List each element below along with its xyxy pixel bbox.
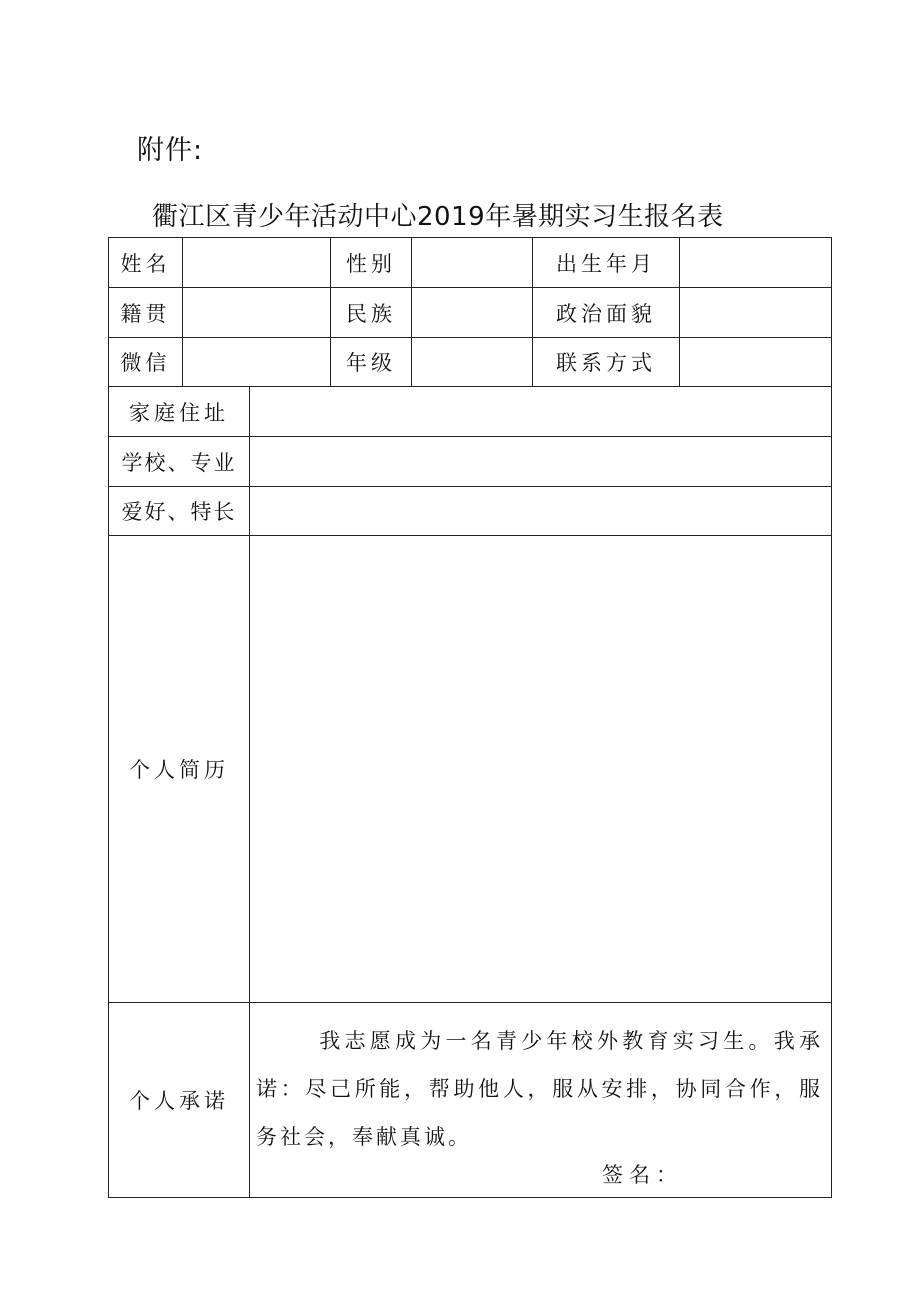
school-major-label: 学校、专业: [109, 437, 250, 487]
pledge-label: 个人承诺: [109, 1003, 250, 1198]
birth-field[interactable]: [680, 238, 832, 288]
political-status-label: 政治面貌: [533, 288, 680, 338]
home-address-field[interactable]: [250, 387, 832, 437]
form-row-1: [109, 238, 832, 288]
political-status-field[interactable]: [680, 288, 832, 338]
gender-field[interactable]: [412, 238, 533, 288]
attachment-label: 附件:: [137, 135, 204, 166]
form-row-hobbies: [109, 487, 832, 536]
wechat-label: 微信: [109, 338, 183, 387]
home-address-label: 家庭住址: [109, 387, 250, 437]
form-row-resume: [109, 536, 832, 1003]
form-row-school: [109, 437, 832, 487]
pledge-cell: [250, 1003, 832, 1198]
signature-label: 签名：: [602, 1163, 683, 1187]
form-row-3: [109, 338, 832, 387]
registration-form-table: [108, 237, 832, 1198]
native-place-field[interactable]: [183, 288, 331, 338]
grade-label: 年级: [331, 338, 412, 387]
pledge-text: 我志愿成为一名青少年校外教育实习生。我承诺：尽己所能，帮助他人，服从安排，协同合作，服务社会，奉献真诚。: [256, 1029, 823, 1149]
wechat-field[interactable]: [183, 338, 331, 387]
school-major-field[interactable]: [250, 437, 832, 487]
form-row-address: [109, 387, 832, 437]
hobbies-label: 爱好、特长: [109, 487, 250, 536]
pledge-text-block: [250, 1003, 831, 1161]
ethnicity-label: 民族: [331, 288, 412, 338]
name-field[interactable]: [183, 238, 331, 288]
form-row-2: [109, 288, 832, 338]
resume-label: 个人简历: [109, 536, 250, 1003]
ethnicity-field[interactable]: [412, 288, 533, 338]
hobbies-field[interactable]: [250, 487, 832, 536]
gender-label: 性别: [331, 238, 412, 288]
birth-label: 出生年月: [533, 238, 680, 288]
contact-label: 联系方式: [533, 338, 680, 387]
form-row-pledge: [109, 1003, 832, 1198]
grade-field[interactable]: [412, 338, 533, 387]
form-title: 衢江区青少年活动中心2019年暑期实习生报名表: [152, 202, 724, 232]
name-label: 姓名: [109, 238, 183, 288]
resume-field[interactable]: [250, 536, 832, 1003]
native-place-label: 籍贯: [109, 288, 183, 338]
contact-field[interactable]: [680, 338, 832, 387]
